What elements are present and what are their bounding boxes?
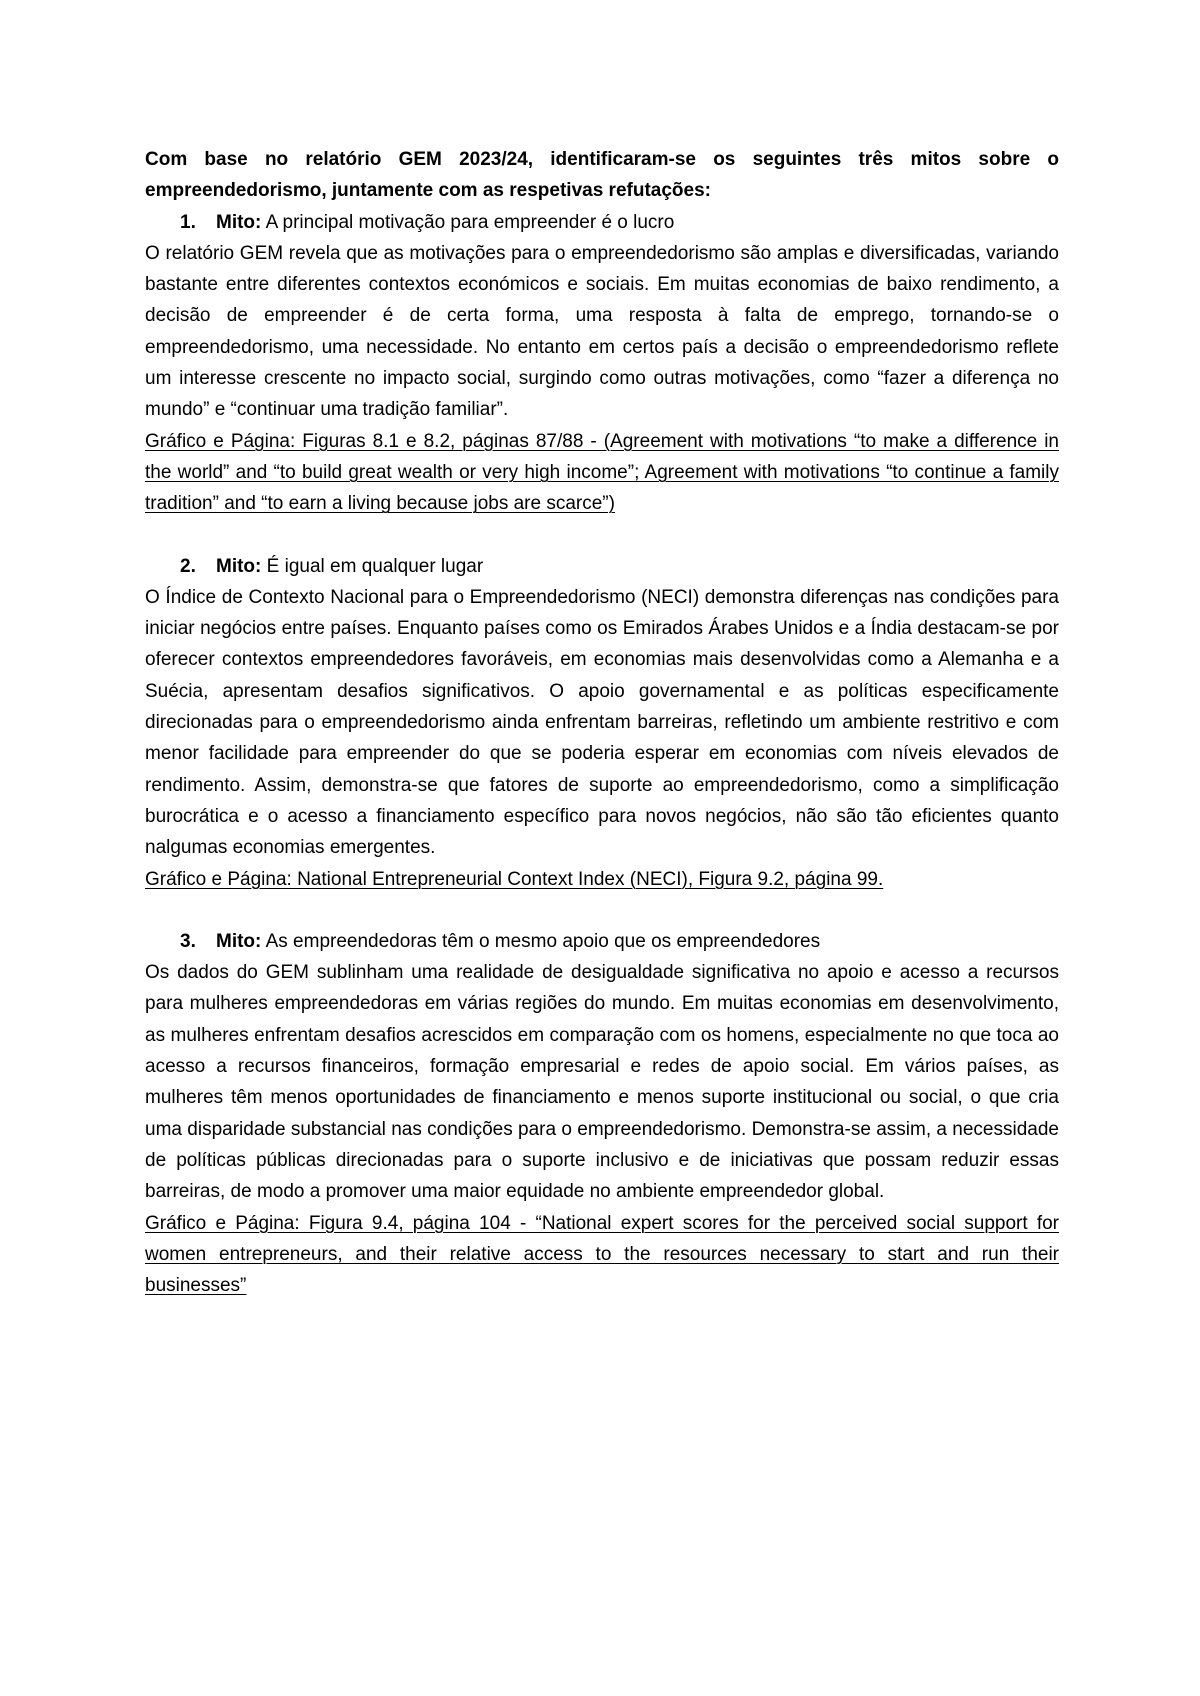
- paragraph-gap: [145, 520, 1059, 551]
- myth-1-reference: Gráfico e Página: Figuras 8.1 e 8.2, páginas 87/88 - (Agreement with motivations “to make a difference in the world” and “to build great wealth or very high income”; Agreement with motivations “to continue a family tradition” and “to earn a living because jobs are scarce”): [145, 430, 1059, 515]
- paragraph-gap: [145, 895, 1059, 926]
- myth-3-statement: As empreendedoras têm o mesmo apoio que os empreendedores: [261, 930, 821, 952]
- myth-1-heading: [145, 207, 1059, 238]
- myth-2-statement: É igual em qualquer lugar: [261, 555, 484, 577]
- myth-2-body: O Índice de Contexto Nacional para o Empreendedorismo (NECI) demonstra diferenças nas condições para iniciar negócios entre países. Enquanto países como os Emirados Árabes Unidos e a Índia destacam-se por oferecer contextos empreendedores favoráveis, em economias mais desenvolvidas como a Alemanha e a Suécia, apresentam desafios significativos. O apoio governamental e as políticas especificamente direcionadas para o empreendedorismo ainda enfrentam barreiras, refletindo um ambiente restritivo e com menor facilidade para empreender do que se poderia esperar em economias com níveis elevados de rendimento. Assim, demonstra-se que fatores de suporte ao empreendedorismo, como a simplificação burocrática e o acesso a financiamento específico para novos negócios, não são tão eficientes quanto nalgumas economias emergentes.: [145, 586, 1059, 859]
- myth-3-label: Mito:: [216, 930, 262, 952]
- myth-1-body: O relatório GEM revela que as motivações para o empreendedorismo são amplas e diversificadas, variando bastante entre diferentes contextos económicos e sociais. Em muitas economias de baixo rendimento, a decisão de empreender é de certa forma, uma resposta à falta de emprego, tornando-se o empreendedorismo, uma necessidade. No entanto em certos país a decisão o empreendedorismo reflete um interesse crescente no impacto social, surgindo como outras motivações, como “fazer a diferença no mundo” e “continuar uma tradição familiar”.: [145, 242, 1059, 421]
- myth-2-label: Mito:: [216, 555, 262, 577]
- myth-1-number: 1.: [180, 211, 196, 233]
- myth-1-statement: A principal motivação para empreender é o lucro: [261, 211, 675, 233]
- myth-3-body: Os dados do GEM sublinham uma realidade de desigualdade significativa no apoio e acesso a recursos para mulheres empreendedoras em várias regiões do mundo. Em muitas economias em desenvolvimento, as mulheres enfrentam desafios acrescidos em comparação com os homens, especialmente no que toca ao acesso a recursos financeiros, formação empresarial e redes de apoio social. Em vários países, as mulheres têm menos oportunidades de financiamento e menos suporte institucional ou social, o que cria uma disparidade substancial nas condições para o empreendedorismo. Demonstra-se assim, a necessidade de políticas públicas direcionadas para o suporte inclusivo e de iniciativas que possam reduzir essas barreiras, de modo a promover uma maior equidade no ambiente empreendedor global.: [145, 962, 1059, 1203]
- myth-3-reference: Gráfico e Página: Figura 9.4, página 104 - “National expert scores for the perceived social support for women entrepreneurs, and their relative access to the resources necessary to start and run their businesses”: [145, 1212, 1059, 1297]
- document-page: [145, 144, 1059, 1301]
- myth-3-number: 3.: [180, 930, 196, 952]
- myth-2-heading: [145, 551, 1059, 582]
- myth-3-heading: [145, 926, 1059, 957]
- myth-1-label: Mito:: [216, 211, 262, 233]
- myth-2-reference: Gráfico e Página: National Entrepreneurial Context Index (NECI), Figura 9.2, página 99.: [145, 868, 884, 890]
- intro-paragraph: Com base no relatório GEM 2023/24, identificaram-se os seguintes três mitos sobre o empreendedorismo, juntamente com as respetivas refutações:: [145, 149, 1059, 202]
- myth-2-number: 2.: [180, 555, 196, 577]
